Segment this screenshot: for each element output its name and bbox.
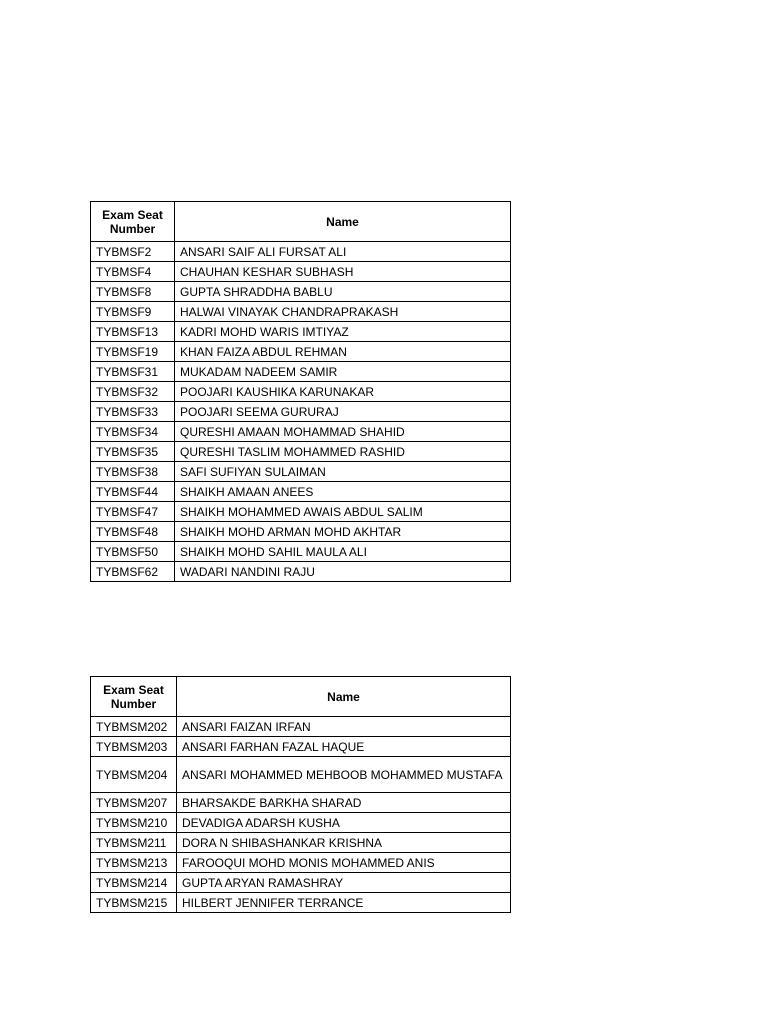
exam-seat-number-cell: TYBMSM207 — [91, 793, 177, 813]
header-exam-seat-number: Exam Seat Number — [91, 202, 175, 242]
name-cell: WADARI NANDINI RAJU — [175, 562, 511, 582]
exam-seat-number-cell: TYBMSF13 — [91, 322, 175, 342]
table-row — [91, 322, 511, 342]
name-cell: MUKADAM NADEEM SAMIR — [175, 362, 511, 382]
exam-seat-number-cell: TYBMSM210 — [91, 813, 177, 833]
exam-seat-number-cell: TYBMSM214 — [91, 873, 177, 893]
name-cell: SHAIKH AMAAN ANEES — [175, 482, 511, 502]
exam-seat-number-cell: TYBMSF8 — [91, 282, 175, 302]
table-row — [91, 482, 511, 502]
name-cell: FAROOQUI MOHD MONIS MOHAMMED ANIS — [177, 853, 511, 873]
table-header-row — [91, 202, 511, 242]
table-row — [91, 542, 511, 562]
exam-seat-number-cell: TYBMSF4 — [91, 262, 175, 282]
table-row — [91, 562, 511, 582]
table-row — [91, 833, 511, 853]
exam-seat-number-cell: TYBMSF38 — [91, 462, 175, 482]
table-row — [91, 302, 511, 322]
table-row — [91, 813, 511, 833]
exam-seat-number-cell: TYBMSM215 — [91, 893, 177, 913]
exam-seat-number-cell: TYBMSM211 — [91, 833, 177, 853]
exam-seat-number-cell: TYBMSF2 — [91, 242, 175, 262]
table-row — [91, 873, 511, 893]
table-row — [91, 717, 511, 737]
name-cell: POOJARI KAUSHIKA KARUNAKAR — [175, 382, 511, 402]
name-cell: ANSARI SAIF ALI FURSAT ALI — [175, 242, 511, 262]
table-row — [91, 502, 511, 522]
name-cell: DEVADIGA ADARSH KUSHA — [177, 813, 511, 833]
name-cell: CHAUHAN KESHAR SUBHASH — [175, 262, 511, 282]
table-row — [91, 462, 511, 482]
table-row — [91, 282, 511, 302]
name-cell: KADRI MOHD WARIS IMTIYAZ — [175, 322, 511, 342]
exam-seat-number-cell: TYBMSF47 — [91, 502, 175, 522]
table-row — [91, 793, 511, 813]
table-row — [91, 262, 511, 282]
exam-seat-number-cell: TYBMSM203 — [91, 737, 177, 757]
exam-seat-number-cell: TYBMSF31 — [91, 362, 175, 382]
table-row — [91, 737, 511, 757]
exam-seat-number-cell: TYBMSF50 — [91, 542, 175, 562]
exam-seat-number-cell: TYBMSF62 — [91, 562, 175, 582]
table-row — [91, 402, 511, 422]
header-name: Name — [177, 677, 511, 717]
exam-seat-number-cell: TYBMSF33 — [91, 402, 175, 422]
exam-seat-number-cell: TYBMSF48 — [91, 522, 175, 542]
name-cell: SHAIKH MOHD ARMAN MOHD AKHTAR — [175, 522, 511, 542]
table-row — [91, 362, 511, 382]
table-row — [91, 893, 511, 913]
name-cell: QURESHI AMAAN MOHAMMAD SHAHID — [175, 422, 511, 442]
exam-seat-number-cell: TYBMSF19 — [91, 342, 175, 362]
table-row — [91, 522, 511, 542]
table-row — [91, 442, 511, 462]
name-cell: KHAN FAIZA ABDUL REHMAN — [175, 342, 511, 362]
name-cell: ANSARI FAIZAN IRFAN — [177, 717, 511, 737]
name-cell: ANSARI FARHAN FAZAL HAQUE — [177, 737, 511, 757]
name-cell: GUPTA SHRADDHA BABLU — [175, 282, 511, 302]
name-cell: ANSARI MOHAMMED MEHBOOB MOHAMMED MUSTAFA — [177, 757, 511, 793]
table-row — [91, 853, 511, 873]
seat-table-f — [90, 201, 511, 582]
name-cell: BHARSAKDE BARKHA SHARAD — [177, 793, 511, 813]
name-cell: QURESHI TASLIM MOHAMMED RASHID — [175, 442, 511, 462]
name-cell: SHAIKH MOHD SAHIL MAULA ALI — [175, 542, 511, 562]
table-header-row — [91, 677, 511, 717]
exam-seat-number-cell: TYBMSF44 — [91, 482, 175, 502]
seat-table-m — [90, 676, 511, 913]
exam-seat-number-cell: TYBMSF34 — [91, 422, 175, 442]
name-cell: GUPTA ARYAN RAMASHRAY — [177, 873, 511, 893]
name-cell: SAFI SUFIYAN SULAIMAN — [175, 462, 511, 482]
table-row — [91, 422, 511, 442]
exam-seat-number-cell: TYBMSF35 — [91, 442, 175, 462]
table-row — [91, 757, 511, 793]
name-cell: DORA N SHIBASHANKAR KRISHNA — [177, 833, 511, 853]
exam-seat-number-cell: TYBMSF9 — [91, 302, 175, 322]
header-exam-seat-number: Exam Seat Number — [91, 677, 177, 717]
header-name: Name — [175, 202, 511, 242]
table-row — [91, 242, 511, 262]
name-cell: POOJARI SEEMA GURURAJ — [175, 402, 511, 422]
name-cell: SHAIKH MOHAMMED AWAIS ABDUL SALIM — [175, 502, 511, 522]
table-row — [91, 382, 511, 402]
name-cell: HALWAI VINAYAK CHANDRAPRAKASH — [175, 302, 511, 322]
exam-seat-number-cell: TYBMSF32 — [91, 382, 175, 402]
table-row — [91, 342, 511, 362]
exam-seat-number-cell: TYBMSM204 — [91, 757, 177, 793]
name-cell: HILBERT JENNIFER TERRANCE — [177, 893, 511, 913]
exam-seat-number-cell: TYBMSM213 — [91, 853, 177, 873]
exam-seat-number-cell: TYBMSM202 — [91, 717, 177, 737]
